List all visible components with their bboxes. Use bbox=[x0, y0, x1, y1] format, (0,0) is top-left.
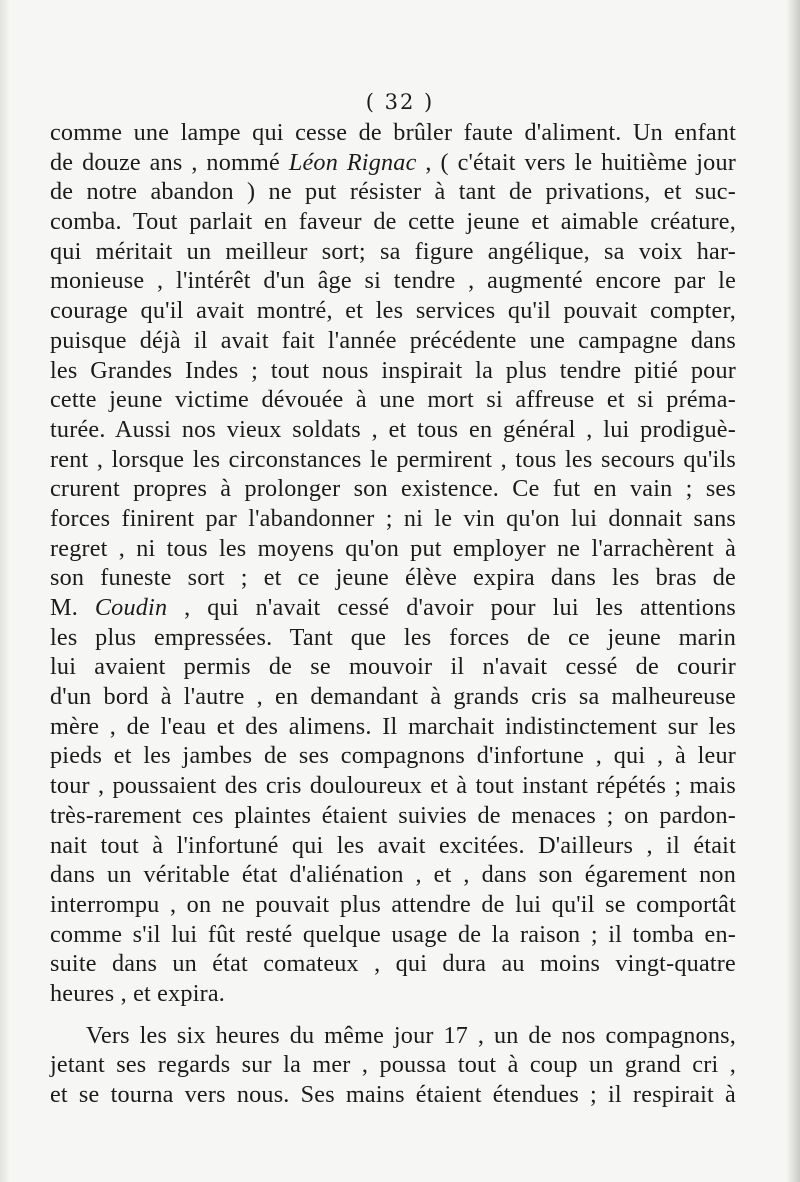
text-line bbox=[50, 652, 736, 682]
text-run: rent , lorsque les circonstances le permirent , tous les secours qu'ils bbox=[50, 445, 736, 473]
body-text bbox=[50, 118, 736, 1110]
text-line bbox=[50, 504, 736, 534]
text-line bbox=[50, 474, 736, 504]
text-line bbox=[50, 534, 736, 564]
text-run: qui méritait un meilleur sort; sa figure angélique, sa voix har- bbox=[50, 237, 736, 265]
text-run: M. bbox=[50, 594, 95, 621]
text-line bbox=[50, 1021, 736, 1051]
text-line bbox=[50, 326, 736, 356]
text-line bbox=[50, 949, 736, 979]
text-line bbox=[50, 266, 736, 296]
text-run: les plus empressées. Tant que les forces de ce jeune marin bbox=[50, 623, 736, 651]
text-run: heures , et expira. bbox=[50, 979, 226, 1007]
text-run: cette jeune victime dévouée à une mort si affreuse et si préma- bbox=[50, 386, 736, 414]
text-run: son funeste sort ; et ce jeune élève expira dans les bras de bbox=[50, 564, 736, 592]
text-run: interrompu , on ne pouvait plus attendre de lui qu'il se comportât bbox=[50, 890, 736, 918]
text-line bbox=[50, 118, 736, 148]
text-line bbox=[50, 563, 736, 593]
text-line bbox=[50, 237, 736, 267]
text-run: pieds et les jambes de ses compagnons d'infortune , qui , à leur bbox=[50, 742, 736, 770]
text-line bbox=[50, 831, 736, 861]
text-run: nait tout à l'infortuné qui les avait excitées. D'ailleurs , il était bbox=[50, 831, 736, 859]
paragraph bbox=[50, 118, 736, 1009]
text-run: et se tourna vers nous. Ses mains étaient étendues ; il respirait à bbox=[50, 1081, 736, 1108]
text-line bbox=[50, 979, 736, 1009]
text-line bbox=[50, 682, 736, 712]
text-line bbox=[50, 801, 736, 831]
text-line bbox=[50, 148, 736, 178]
page-number: ( 32 ) bbox=[365, 90, 435, 114]
text-run: comme une lampe qui cesse de brûler faute d'aliment. Un enfant bbox=[50, 119, 736, 146]
text-line bbox=[50, 920, 736, 950]
text-run: turée. Aussi nos vieux soldats , et tous en général , lui prodiguè- bbox=[50, 415, 736, 443]
text-line bbox=[50, 860, 736, 890]
text-run: crurent propres à prolonger son existence. Ce fut en vain ; ses bbox=[50, 475, 736, 503]
text-run: dans un véritable état d'aliénation , et , dans son égarement non bbox=[50, 861, 736, 889]
text-line bbox=[50, 445, 736, 475]
text-line bbox=[50, 712, 736, 742]
text-line bbox=[50, 356, 736, 386]
text-run: très-rarement ces plaintes étaient suivies de menaces ; on pardon- bbox=[50, 801, 736, 829]
text-run: , qui n'avait cessé d'avoir pour lui les attentions bbox=[167, 594, 737, 621]
text-run: comba. Tout parlait en faveur de cette jeune et aimable créature, bbox=[50, 208, 736, 236]
text-line bbox=[50, 415, 736, 445]
text-line bbox=[50, 593, 736, 623]
text-line bbox=[50, 385, 736, 415]
text-run: les Grandes Indes ; tout nous inspirait la plus tendre pitié pour bbox=[50, 356, 736, 384]
text-run: courage qu'il avait montré, et les services qu'il pouvait compter, bbox=[50, 297, 736, 325]
text-run: regret , ni tous les moyens qu'on put employer ne l'arrachèrent à bbox=[50, 534, 736, 562]
text-run: mère , de l'eau et des alimens. Il marchait indistinctement sur les bbox=[50, 712, 736, 740]
text-run: de notre abandon ) ne put résister à tant de privations, et suc- bbox=[50, 178, 736, 206]
text-run: suite dans un état comateux , qui dura au moins vingt-quatre bbox=[50, 950, 736, 978]
paragraph-gap bbox=[50, 1009, 736, 1021]
text-line bbox=[50, 741, 736, 771]
text-run: d'un bord à l'autre , en demandant à grands cris sa malheureuse bbox=[50, 683, 736, 711]
text-line bbox=[50, 296, 736, 326]
italic-name: Léon Rignac bbox=[288, 148, 417, 176]
text-line bbox=[50, 207, 736, 237]
text-run: monieuse , l'intérêt d'un âge si tendre , augmenté encore par le bbox=[50, 267, 736, 295]
page-left-edge bbox=[0, 0, 10, 1182]
text-run: , ( c'était vers le huitième jour bbox=[416, 148, 736, 176]
text-run: lui avaient permis de se mouvoir il n'avait cessé de courir bbox=[50, 653, 736, 681]
text-line bbox=[50, 1080, 736, 1110]
text-line bbox=[50, 890, 736, 920]
text-run: jetant ses regards sur la mer , poussa tout à coup un grand cri , bbox=[50, 1051, 736, 1079]
text-run: puisque déjà il avait fait l'année précédente une campagne dans bbox=[50, 326, 736, 354]
text-run: tour , poussaient des cris douloureux et à tout instant répétés ; mais bbox=[50, 772, 736, 800]
text-run: Vers les six heures du même jour 17 , un de nos compagnons, bbox=[86, 1021, 736, 1049]
italic-name: Coudin bbox=[94, 594, 168, 621]
paragraph bbox=[50, 1021, 736, 1110]
text-run: forces finirent par l'abandonner ; ni le vin qu'on lui donnait sans bbox=[50, 504, 736, 532]
text-line bbox=[50, 771, 736, 801]
page-right-edge bbox=[786, 0, 800, 1182]
text-line bbox=[50, 623, 736, 653]
text-run: comme s'il lui fût resté quelque usage de la raison ; il tomba en- bbox=[50, 920, 736, 948]
text-run: de douze ans , nommé bbox=[50, 148, 289, 176]
text-line bbox=[50, 1050, 736, 1080]
text-line bbox=[50, 177, 736, 207]
